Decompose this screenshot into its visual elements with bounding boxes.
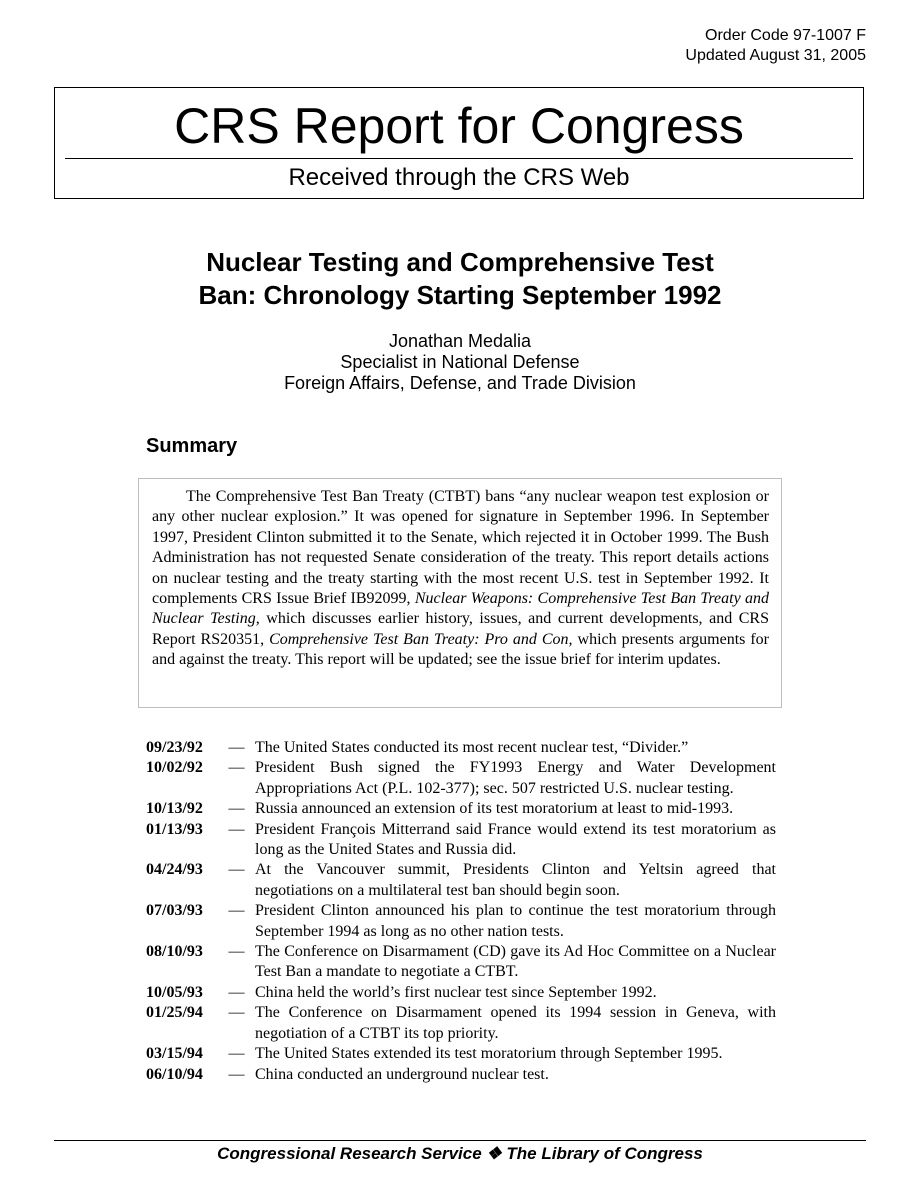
chronology-entry: [146, 1044, 776, 1064]
banner-subtitle: Received through the CRS Web: [288, 164, 630, 191]
document-title-line-2: Ban: Chronology Starting September 1992: [198, 280, 722, 310]
entry-date: 07/03/93: [146, 902, 203, 920]
chronology-entry: [146, 1003, 776, 1044]
summary-citation-rs20351: Comprehensive Test Ban Treaty: Pro and Con,: [269, 630, 573, 648]
footer-publisher: Congressional Research Service: [217, 1144, 482, 1163]
summary-box: [138, 478, 782, 708]
entry-date: 01/25/94: [146, 1004, 203, 1022]
summary-text-2: which discusses earlier history, issues, and current developments, and CRS Report RS20351,: [152, 610, 769, 648]
entry-text: President Bush signed the FY1993 Energy and Water Development Appropriations Act (P.L. 102-377); sec. 507 restricted U.S. nuclear testing.: [255, 759, 776, 797]
entry-dash: —: [228, 820, 245, 838]
entry-date: 09/23/92: [146, 739, 203, 756]
entry-text: The Conference on Disarmament (CD) gave its Ad Hoc Committee on a Nuclear Test Ban a mandate to negotiate a CTBT.: [255, 943, 776, 981]
summary-paragraph: [152, 487, 769, 671]
chronology-entry: [146, 758, 776, 799]
entry-dash: —: [228, 800, 245, 818]
entry-dash: —: [228, 902, 245, 920]
entry-date: 08/10/93: [146, 943, 203, 961]
report-banner: [54, 87, 864, 199]
entry-text: The United States extended its test moratorium through September 1995.: [255, 1045, 723, 1063]
entry-dash: —: [228, 1004, 245, 1022]
entry-date: 10/05/93: [146, 983, 203, 1001]
entry-text: President François Mitterrand said France would extend its test moratorium as long as the United States and Russia did.: [255, 820, 776, 859]
author-name: Jonathan Medalia: [388, 331, 532, 351]
author-block: [0, 331, 920, 394]
entry-date: 06/10/94: [146, 1065, 203, 1083]
banner-title: CRS Report for Congress: [174, 98, 744, 154]
footer: [0, 1143, 920, 1165]
updated-date: Updated August 31, 2005: [685, 47, 866, 64]
entry-dash: —: [228, 943, 245, 961]
entry-date: 04/24/93: [146, 861, 203, 879]
order-code-block: [685, 26, 866, 66]
summary-citation-ib92099: Nuclear Weapons: Comprehensive Test Ban Treaty and Nuclear Testing,: [152, 590, 770, 628]
chronology-entry: [146, 860, 776, 901]
document-title: [0, 246, 920, 312]
author-position: Specialist in National Defense: [340, 352, 580, 372]
entry-text: The Conference on Disarmament opened its 1994 session in Geneva, with negotiation of a CTBT its top priority.: [255, 1004, 776, 1042]
entry-dash: —: [228, 1045, 245, 1063]
entry-dash: —: [228, 759, 245, 777]
entry-dash: —: [228, 983, 245, 1001]
chronology-entry: [146, 738, 776, 758]
summary-heading: Summary: [146, 435, 238, 457]
entry-text: China conducted an underground nuclear test.: [255, 1065, 549, 1083]
footer-library: The Library of Congress: [506, 1144, 703, 1163]
entry-text: China held the world’s first nuclear test since September 1992.: [255, 983, 657, 1001]
entry-text: President Clinton announced his plan to continue the test moratorium through September 1994 as long as no other nation tests.: [255, 902, 776, 940]
entry-text: The United States conducted its most recent nuclear test, “Divider.”: [255, 739, 689, 756]
entry-date: 10/13/92: [146, 800, 203, 818]
summary-text-3: which presents arguments for and against the treaty. This report will be updated; see the issue brief for interim updates.: [152, 630, 769, 669]
entry-date: 10/02/92: [146, 759, 203, 777]
footer-separator-icon: ❖: [486, 1144, 502, 1163]
chronology-entry: [146, 1065, 776, 1085]
entry-date: 01/13/93: [146, 820, 203, 838]
summary-text-1: The Comprehensive Test Ban Treaty (CTBT) bans “any nuclear weapon test explosion or any other nuclear explosion.” It was opened for signature in September 1996. In September 1997, President Clinton submitted it to the Senate, which rejected it in October 1999. The Bush Administration has not requested Senate consideration of the treaty. This report details actions on nuclear testing and the treaty starting with the most recent U.S. test in September 1992. It complements CRS Issue Brief IB92099,: [152, 488, 769, 608]
chronology-entry: [146, 942, 776, 983]
entry-text: Russia announced an extension of its test moratorium at least to mid-1993.: [255, 800, 734, 818]
author-division: Foreign Affairs, Defense, and Trade Division: [284, 373, 636, 393]
chronology-entry: [146, 799, 776, 819]
chronology-entry: [146, 820, 776, 861]
entry-text: At the Vancouver summit, Presidents Clinton and Yeltsin agreed that negotiations on a multilateral test ban should begin soon.: [255, 861, 776, 899]
chronology-list: [146, 738, 776, 1085]
document-title-line-1: Nuclear Testing and Comprehensive Test: [206, 247, 714, 277]
entry-dash: —: [228, 861, 245, 879]
entry-date: 03/15/94: [146, 1045, 203, 1063]
footer-divider: [54, 1140, 866, 1141]
chronology-entry: [146, 983, 776, 1003]
chronology-entry: [146, 901, 776, 942]
entry-dash: —: [228, 1065, 245, 1083]
entry-dash: —: [228, 739, 245, 756]
banner-divider: [65, 158, 853, 159]
order-code: Order Code 97-1007 F: [705, 27, 866, 44]
